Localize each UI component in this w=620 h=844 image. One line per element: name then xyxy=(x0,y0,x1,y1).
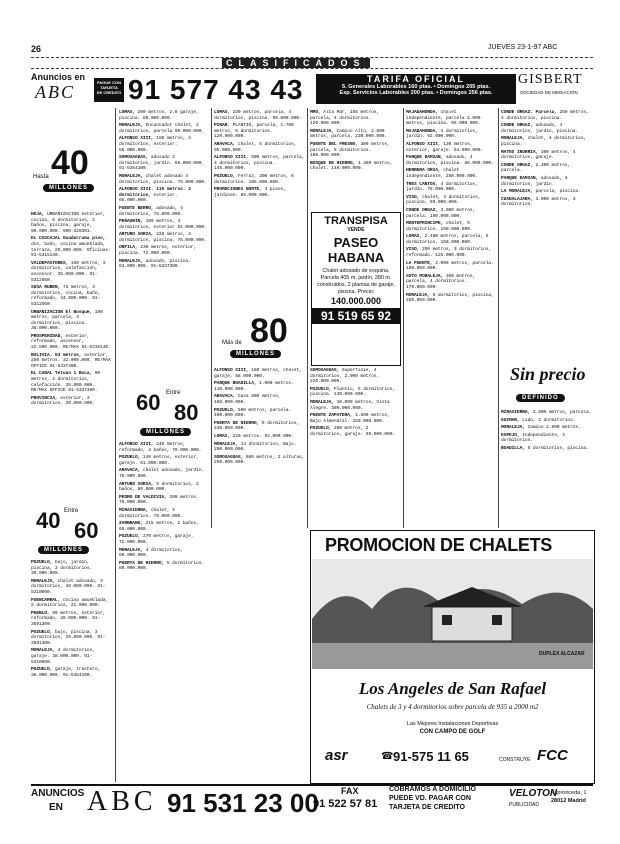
chalets-phone: 91-575 11 65 xyxy=(393,749,469,764)
listing-item: PROMOCIONES NORTE, 4 pisos, jardines. 85.000.000. xyxy=(214,187,286,198)
listing-item: PEDRO DE VALDIVIA, 200 metros. 78.000.000. xyxy=(119,494,199,506)
listing-item: MMO, Alta Mar, 155 metros, parcela, 4 dormitorios. 120.000.000. xyxy=(310,110,380,127)
chalets-title: PROMOCION DE CHALETS xyxy=(325,535,553,555)
listing-item: MORALEJA, Camino 2.000 metros. xyxy=(501,425,581,431)
chalets-extra-2: CON CAMPO DE GOLF xyxy=(419,729,486,735)
tarifa-line-2: Esp. Servicios Laborables 200 ptas. • Domingos 256 ptas. xyxy=(339,90,493,96)
listing-item: SOMOSAGUAS, adosado 3 dormitorios, jardín. 68.000.000. 91-5354100. xyxy=(119,155,205,172)
transpisa-title-1: PASEO xyxy=(333,235,379,250)
listing-item: PROVINCIA, exterior, 3 dormitorios. 30.000.000. xyxy=(31,395,95,407)
listing-item: MAJADAHONDA, chalet independiente, parcela 1.000 metros, piscina. 95.000.000. xyxy=(406,110,481,127)
header-rule-2 xyxy=(31,68,593,69)
listing-item: PINAR, PLANTIO, parcela, 1.700 metros, 6 dormitorios. 120.000.000. xyxy=(214,123,294,140)
listing-item: TRES CANTOS, 4 dormitorios, jardín. 78.000.000. xyxy=(406,181,478,193)
badge-60-number: 60 xyxy=(136,390,161,415)
listing-item: ARAVACA, chalet adosado, jardín. 70.000.000. xyxy=(119,468,205,479)
chalets-brand-right: FCC xyxy=(537,747,568,764)
tarifa-title: TARIFA OFICIAL xyxy=(367,74,465,84)
badge-sin-text: Sin precio xyxy=(510,364,586,384)
column-rule-5 xyxy=(498,108,499,528)
listing-item: VALDEPASTORES, 150 metros, 3 dormitorios, calefacción, ascensor. 35.000.000. 91-5312560. xyxy=(31,260,106,283)
listing-item: EL CASCAJAL Guadarrama piso, dos, baño, cocina amueblada, terraza, 29.000.000. Oficinas: 91-5315140. xyxy=(31,236,111,259)
listing-item: PARQUE DAMIAN, adosado, 4 dormitorios, jardín. xyxy=(501,175,568,187)
listing-item: POZUELO, garaje, trastero, 36.000.000. 91-5354100. xyxy=(31,667,101,678)
listing-item: MAJADAHONDA, 3 dormitorios, jardín. 92.000.000. xyxy=(406,128,478,140)
listing-item: LA MORALEJA, parcela, piscina. xyxy=(501,189,581,195)
column-rule-4 xyxy=(403,108,404,528)
listing-item: ARTURO SORIA, 5 dormitorios, 2 baños, 80.000.000. xyxy=(119,481,199,493)
listing-item: HERRERA ORIA, chalet independiente, 250.000.000. xyxy=(406,168,478,179)
listing-item: POZUELO, 200 metros, 2 dormitorios, garaje. 95.000.000. xyxy=(310,426,396,437)
listing-item: BOADILLA, 5 dormitorios, piscina. xyxy=(501,445,589,451)
listing-item: MORALEJA, adosado, piscina. 63.000.000. 91-5337300. xyxy=(119,258,191,270)
gisbert-subtitle: SOCIEDAD DE MEDIACIÓN xyxy=(520,90,578,95)
badge-sin-precio xyxy=(510,366,594,410)
abc-logo: ABC xyxy=(35,82,75,102)
listing-item: MORALEJA, chalet, 4 dormitorios, piscina. xyxy=(501,136,587,147)
listing-item: SOTO MORALEJA, 360 metros, parcela, 4 dormitorios. 170.000.000. xyxy=(406,273,476,291)
listing-item: FUENTE BERRO, adosado, 4 dormitorios, 78.000.000. xyxy=(119,205,183,217)
listing-item: MATEO INURRIA, 200 metros, 4 dormitorios, garaje. xyxy=(501,149,576,161)
column-2-listings xyxy=(119,110,209,388)
listing-item: POZUELO, Ferraz, 300 metros, 6 dormitorios. 105.000.000. xyxy=(214,173,294,185)
badge-60-80 xyxy=(136,390,212,440)
anuncios-en-label: Anuncios en xyxy=(31,72,86,82)
listing-item: MORALEJA, chalet adosado 4 dormitorios, piscina. 75.000.000. xyxy=(119,173,207,185)
listing-item: FUENCARRAL, cocina amueblada, 2 dormitorios, 21.000.000. xyxy=(31,597,109,609)
listing-item: MORALEJA, Camino Alto, 2.800 metros, parcela. 230.000.000. xyxy=(310,128,388,140)
tarjeta-tag-line1: PAGUE CON TARJETA xyxy=(97,80,121,90)
badge-60-80-millones: MILLONES xyxy=(140,428,191,436)
gisbert-logo: GISBERT xyxy=(518,72,583,87)
listing-item: ALFONSO XIII, 150 metros, 3 dormitorios, exterior. 55.000.000. xyxy=(119,136,191,153)
badge-60b-number: 60 xyxy=(74,518,99,543)
footer-cobramos-2: PUEDE VD. PAGAR CON xyxy=(389,795,471,802)
listing-item: ARAVACA, chalet, 5 dormitorios, 95.000.000. xyxy=(214,141,297,153)
transpisa-price: 140.000.000 xyxy=(330,296,382,306)
tarifa-box xyxy=(316,74,516,104)
badge-sin-definido: DEFINIDO xyxy=(516,394,565,402)
column-rule-2 xyxy=(211,108,212,528)
listing-item: SOMOSAGUAS, Superficie, 4 dormitorios, 2.000 metros. 220.000.000. xyxy=(310,368,380,385)
column-6-listings xyxy=(501,110,593,364)
listing-item: MIRASIERRA, 2.600 metros, parcela. xyxy=(501,410,592,415)
listing-item: PERAGRIN, 100 metros, 4 dormitorios, exterior 51.000.000. xyxy=(119,219,207,230)
listing-item: CONDE ORGAZ. Parcela, 250 metros, 4 dormitorios, piscina. xyxy=(501,110,589,121)
badge-40-number: 40 xyxy=(51,144,89,182)
listing-item: ARAVACA, Casa 600 metros, 160.000.000. xyxy=(214,394,281,405)
column-2-listings-b xyxy=(119,442,209,782)
badge-hasta-40 xyxy=(33,144,111,198)
column-5-listings xyxy=(406,110,496,528)
chalets-desc: Chalets de 3 y 4 dormitorios sobre parcela de 935 a 2000 m2 xyxy=(366,703,539,711)
listing-item: ALFONSO XIII, 500 metros, parcela, 4 dormitorios, piscina. 145.000.000. xyxy=(214,155,305,172)
listing-item: POZUELO, 500 metros, parcela. 100.000.000. xyxy=(214,407,292,419)
listing-item: BOSQUE DE HIERRO, 1.460 metros, chalet. 140.000.000. xyxy=(310,160,393,172)
listing-item: LOMAS, 2.400 metros, parcela, 5 dormitorios. 150.000.000. xyxy=(406,234,489,245)
listing-item: CONDE ORGAZ, 3.000 metros, parcela. 190.000.000. xyxy=(406,207,476,219)
footer-banner xyxy=(31,786,593,822)
listing-item: CUADALAJARA, 3.000 metros, 3 dormitorios. xyxy=(501,196,576,208)
badge-mas-80 xyxy=(222,312,302,364)
listing-item: PARQUE BOADILLA, 1.000 metros. 110.000.000. xyxy=(214,381,294,392)
listing-item: HOJA, URBANIZACIÓN exterior, cocina, 5 dormitorios, 2 baños, piscina, garaje, 90.000.000. 900-320301. xyxy=(31,212,106,234)
column-1-listings xyxy=(31,212,113,508)
footer-cobramos-1: COBRAMOS A DOMICILIO xyxy=(389,786,476,793)
listing-item: ZAMBRANO, 215 metros, 2 baños, 65.000.000. xyxy=(119,521,199,532)
page-number: 26 xyxy=(31,44,42,54)
listing-item: PUEBLO, 90 metros, exterior, reformado, 26.000.000. 91-3591300. xyxy=(31,610,106,627)
chalets-construye: CONSTRUYE xyxy=(499,757,531,763)
listing-item: MORALEJA, 4 dormitorios, 69.000.000. xyxy=(119,547,183,559)
listing-item: CONDE ORGAZ, adosado, 4 dormitorios, jardín, piscina. xyxy=(501,123,579,134)
column-rule-3 xyxy=(307,108,308,528)
listing-item: LOMAS, 230 metros, parcela, 4 dormitorios, piscina. 90.000.000. xyxy=(214,110,302,121)
column-6-listings-b xyxy=(501,410,593,528)
listing-item: SOMOSAGUAS, 680 metros, 2 alturas, 250.000.000. xyxy=(214,454,305,466)
badge-80-number: 80 xyxy=(250,312,288,350)
listing-item: POZUELO, bajo, piscina, 3 dormitorios, 39.000.000. 91-3591300. xyxy=(31,629,106,646)
listing-item: PARQUE DAMIAN, adosado, 4 dormitorios, piscina. 88.000.000. xyxy=(406,155,494,166)
listing-item: ALFONSO XIII, 180 metros, chalet, garaje, 88.000.000. xyxy=(214,368,302,379)
column-4-listings-b xyxy=(310,368,402,528)
listing-item: MORALEJA, Encantador chalet, 4 dormitorios, parcela 90.000.000. xyxy=(119,123,205,134)
column-1-listings-b xyxy=(31,560,113,782)
listing-item: LA PUENTE, 2.000 metros, parcela. 180.000.000. xyxy=(406,260,494,272)
listing-item: PUENTE ZAPATERA, 1.500 metros, Bajo Almendral. 150.000.000. xyxy=(310,413,390,424)
tarjeta-tag xyxy=(94,78,124,102)
listing-item: PROSPERIDAD, exterior, reformado, ascensor, 22.500.000. RE/MAX 91-5315140. xyxy=(31,333,111,351)
chalets-extra-1: Las Mejores Instalaciones Deportivas xyxy=(406,721,499,727)
column-3-listings xyxy=(214,110,306,316)
listing-item: MORALEJA, 10.000 metros, Vista Alegre. 300.000.000. xyxy=(310,399,390,411)
listing-item: BOLIVIA. 93 metros, exterior, 250 metros. 32.000.000. RE/MAX OFFICE 91-5337300. xyxy=(31,352,111,369)
chalets-place: Los Angeles de San Rafael xyxy=(358,679,547,698)
badge-hasta-label: Hasta xyxy=(33,174,49,180)
listing-item: VISO, chalet, 4 dormitorios, piscina. 95.000.000. xyxy=(406,194,481,206)
transpisa-phone: 91 519 65 92 xyxy=(312,308,400,324)
listing-item: SUSA RUBEN, 73 metros, 3 dormitorios, cocina, baño, reformado, 34.000.000. 91-5312560. xyxy=(31,285,101,307)
listing-item: LOMAS, 220 metros. 92.000.000. xyxy=(214,433,294,439)
column-rule-1 xyxy=(115,108,116,782)
column-3-listings-b xyxy=(214,368,306,782)
listing-item: PUERTA DE HIERRO, 5 dormitorios. 80.000.000. xyxy=(119,560,205,572)
listing-item: MONTEPRINCIPE, chalet, 5 dormitorios. 160.000.000. xyxy=(406,221,473,232)
tarjeta-tag-line2: DE CREDITO xyxy=(96,90,122,95)
footer-brand-sub: PUBLICIDAD xyxy=(509,802,540,808)
listing-item: ESPEJO, Independiente, 3 dormitorios. xyxy=(501,432,565,444)
listing-item: POZUELO, Plantío, 5 dormitorios, piscina. 130.000.000. xyxy=(310,386,396,398)
phone-icon: ☎ xyxy=(381,751,394,762)
listing-item: ALFONSO XIII, 130 metros, exterior, garaje. 54.000.000. xyxy=(406,141,484,153)
header-rule xyxy=(31,57,593,58)
badge-60-80-entre: Entre xyxy=(166,390,181,396)
listing-item: CONDE ORGAZ, 2.300 metros, parcela. xyxy=(501,162,571,174)
footer-fax-number: 91 522 57 81 xyxy=(313,798,378,810)
listing-item: POZUELO, 270 metros, garaje. 72.000.000. xyxy=(119,534,194,545)
section-title: CLASIFICADOS xyxy=(222,58,370,68)
listing-item: ARTURO SORIA, 220 metros, 4 dormitorios, piscina. 75.000.000. xyxy=(119,232,207,243)
badge-40b-number: 40 xyxy=(36,508,61,533)
listing-item: ALFONSO XIII, 240 metros, reformado, 3 baños, 70.000.000. xyxy=(119,442,202,453)
listing-item: LOMAS, 200 metros, 2.8 garaje, piscina. 80.000.000. xyxy=(119,110,199,121)
listing-item: ORFILA, 230 metros, exterior, piscina. 72.000.000. xyxy=(119,245,197,257)
top-banner xyxy=(31,72,593,106)
badge-40-millones: MILLONES xyxy=(43,184,94,192)
listing-item: EL CANAL Tetuan 1 Boca, 90 metros, 2 dormitorios, calefacción. 35.000.000. RE/MAX OFFICE 91-5337300. xyxy=(31,371,101,394)
house-window-1 xyxy=(442,615,452,625)
tarifa-line-1: 5. Generales Laborables 160 ptas. • Domingos 205 ptas. xyxy=(341,84,491,90)
listing-item: PUENTE DEL FRESNO, 300 metros, parcela, 5 dormitorios. 180.000.000. xyxy=(310,141,390,159)
transpisa-brand: TRANSPISA xyxy=(324,215,388,227)
listing-item: MORALEJA, chalet adosado, 4 dormitorios, 38.000.000. 91-5310600. xyxy=(31,578,106,595)
transpisa-vende: VENDE xyxy=(347,227,365,233)
badge-80b-number: 80 xyxy=(174,400,199,425)
chalets-brand-left: asr xyxy=(325,747,348,764)
house-window-2 xyxy=(492,615,502,625)
footer-address-1: Espronceda, 1 xyxy=(551,790,587,796)
badge-40-60 xyxy=(34,508,112,558)
badge-80-millones: MILLONES xyxy=(230,350,281,358)
transpisa-title-2: HABANA xyxy=(327,250,385,265)
badge-mas-label: Más de xyxy=(222,340,242,346)
listing-item: MORALEJA, 14 dormitorios, Bajo. 200.000.000. xyxy=(214,441,297,453)
footer-fax-label: FAX xyxy=(341,786,359,796)
footer-cobramos-3: TARJETA DE CREDITO xyxy=(389,804,465,811)
listing-item: VISO, 250 metros, 3 dormitorios, reformado. 125.000.000. xyxy=(406,247,492,259)
listing-item: MIRASIERRA, chalet, 4 dormitorios. 76.000.000. xyxy=(119,507,183,519)
footer-phone: 91 531 23 00 xyxy=(167,788,319,818)
listing-item: MORALEJA, 5 dormitorios, piscina, 250.000.000. xyxy=(406,292,494,304)
chalets-ad xyxy=(310,530,595,784)
transpisa-body: Chalet adosado de esquina. Parcela 405 m. jardín, 280 m. construidos, 2 plantas de garaje, piscina. Precio: xyxy=(317,268,395,295)
footer-address-2: 28012 Madrid xyxy=(551,798,586,804)
listing-item: GUIMAR, Lido, 2 dormitorios. xyxy=(501,417,576,423)
listing-item: POZUELO, bajo, jardín, piscina, 3 dormitorios. 39.000.000. xyxy=(31,560,93,577)
transpisa-ad xyxy=(311,212,401,366)
listing-item: MORALEJA, 4 dormitorios, garaje. 38.000.000. 91-5310600. xyxy=(31,648,95,665)
listing-item: ALFONSO XIII. 115 metros. 3 dormitorios, exterior. 65.000.000. xyxy=(119,187,191,204)
footer-en: EN xyxy=(49,802,63,813)
footer-anuncios: ANUNCIOS xyxy=(31,788,85,799)
column-4-listings xyxy=(310,110,402,210)
listing-item: PUERTA DE HIERRO, 5 dormitorios, 240.000.000. xyxy=(214,420,300,432)
badge-40-60-millones: MILLONES xyxy=(38,546,89,554)
listing-item: URBANIZACION El Bosque, 180 metros, parcela, 3 dormitorios, piscina. 38.000.000. xyxy=(31,309,103,332)
badge-40-60-entre: Entre xyxy=(64,508,79,514)
listing-item: POZUELO, 140 metros, exterior, garaje. 61.000.000. xyxy=(119,455,199,466)
issue-date: JUEVES 23-1-97 ABC xyxy=(488,44,558,51)
banner-phone: 91 577 43 43 xyxy=(128,74,304,105)
footer-abc-logo: ABC xyxy=(87,786,157,817)
footer-brand: VELOTON xyxy=(509,788,558,799)
chalets-corner-label: DUPLEX ALCAZAR xyxy=(539,651,585,657)
